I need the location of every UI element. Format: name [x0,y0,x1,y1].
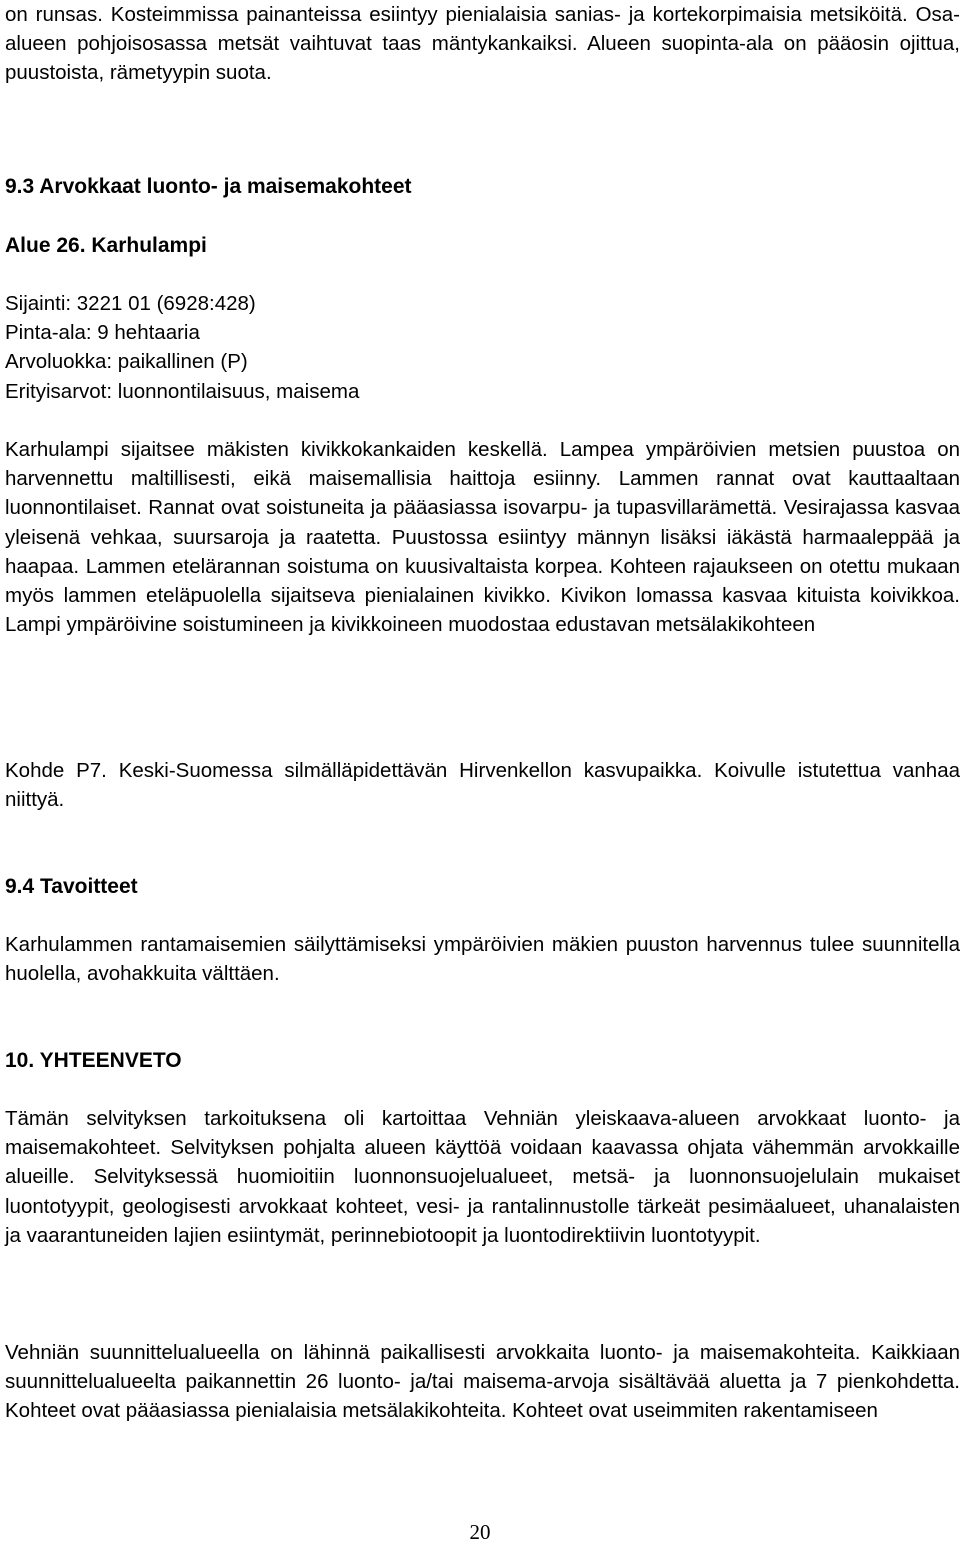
section-heading-10: 10. YHTEENVETO [5,1049,182,1072]
area-facts [5,289,960,406]
fact-value-class: Arvoluokka: paikallinen (P) [5,350,248,374]
site-note: Kohde P7. Keski-Suomessa silmälläpidettävän Hirvenkellon kasvupaikka. Koivulle istutettua vanhaa niittyä. [5,759,960,812]
fact-area: Pinta-ala: 9 hehtaaria [5,321,200,345]
area-description: Karhulampi sijaitsee mäkisten kivikkokankaiden keskellä. Lampea ympäröivien metsien puustoa on harvennettu maltillisesti, eikä maisemallisia haittoja esiinny. Lammen rannat ovat kauttaaltaan luonnontilaiset. Rannat ovat soistuneita ja pääasiassa isovarpu- ja tupasvillarämettä. Vesirajassa kasvaa yleisenä vehkaa, suursaroja ja raatetta. Puustossa esiintyy männyn lisäksi iäkästä harmaaleppää ja haapaa. Lammen etelärannan soistuma on kuusivaltaista korpea. Kohteen rajaukseen on otettu mukaan myös lammen eteläpuolella sijaitseva pienialainen kivikko. Kivikon lomassa kasvaa kituista koivikkoa. Lampi ympäröivine soistumineen ja kivikkoineen muodostaa edustavan metsälakikohteen [5,438,960,637]
continued-paragraph: on runsas. Kosteimmissa painanteissa esiintyy pienialaisia sanias- ja kortekorpimaisia metsiköitä. Osa-alueen pohjoisosassa metsät vaihtuvat taas mäntykankaiksi. Alueen suopinta-ala on pääosin ojittua, puustoista, rämetyypin suota. [5,3,960,85]
area-title: Alue 26. Karhulampi [5,234,207,257]
summary-paragraph-1: Tämän selvityksen tarkoituksena oli kartoittaa Vehniän yleiskaava-alueen arvokkaat luonto- ja maisemakohteet. Selvityksen pohjalta alueen käyttöä voidaan kaavassa ohjata vähemmän arvokkaille alueille. Selvityksessä huomioitiin luonnonsuojelualueet, metsä- ja luonnonsuojelulain mukaiset luontotyypit, geologisesti arvokkaat kohteet, vesi- ja rantalinnustolle tärkeät pesimäalueet, uhanalaisten ja vaarantuneiden lajien esiintymät, perinnebiotoopit ja luontodirektiivin luontotyypit. [5,1107,960,1247]
goals-text: Karhulammen rantamaisemien säilyttämiseksi ympäröivien mäkien puuston harvennus tulee suunnitella huolella, avohakkuita välttäen. [5,933,960,986]
fact-special-values: Erityisarvot: luonnontilaisuus, maisema [5,379,360,403]
section-heading-9-4: 9.4 Tavoitteet [5,875,138,898]
section-heading-9-3: 9.3 Arvokkaat luonto- ja maisemakohteet [5,175,412,198]
summary-paragraph-2: Vehniän suunnittelualueella on lähinnä paikallisesti arvokkaita luonto- ja maisemakohteita. Kaikkiaan suunnittelualueelta paikannettin 26 luonto- ja/tai maisema-arvoja sisältävää aluetta ja 7 pienkohdetta. Kohteet ovat pääasiassa pienialaisia metsälakikohteita. Kohteet ovat useimmiten rakentamiseen [5,1341,960,1423]
fact-location: Sijainti: 3221 01 (6928:428) [5,292,256,315]
page-number: 20 [469,1520,491,1544]
